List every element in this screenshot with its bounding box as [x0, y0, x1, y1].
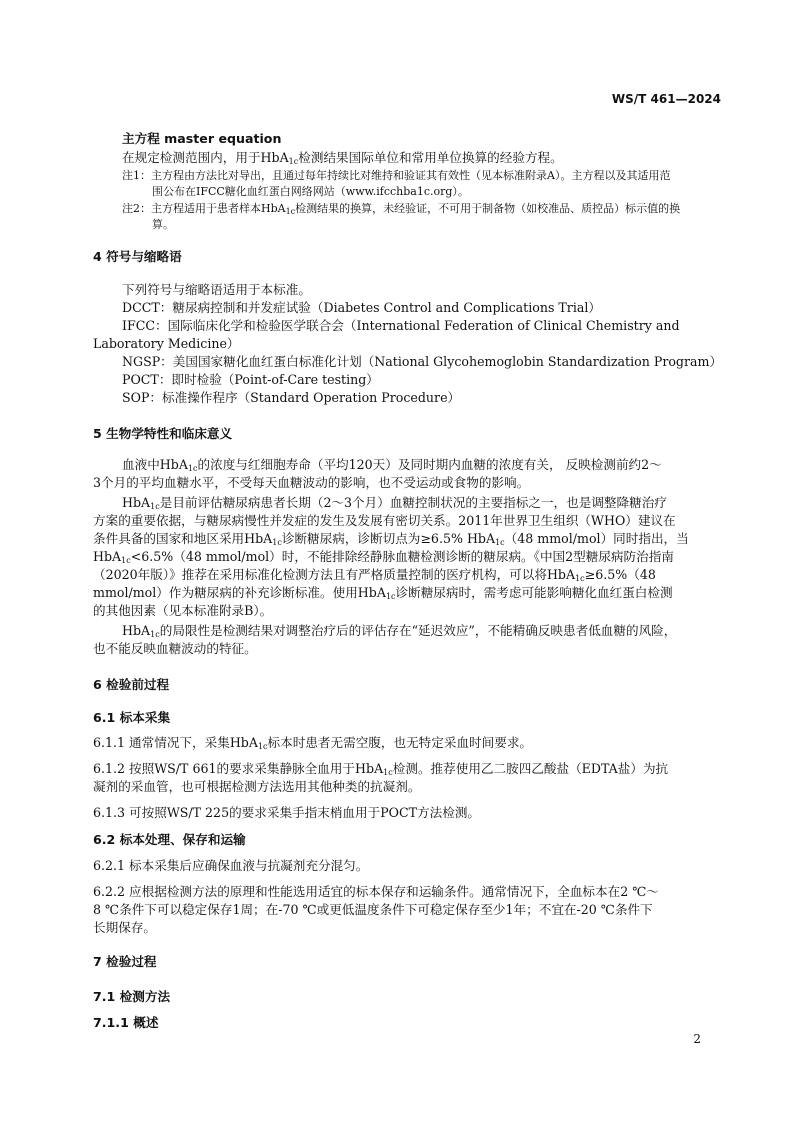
s5-paragraph-2-line-2: 方案的重要依据，与糖尿病慢性并发症的发生及发展有密切关系。2011年世界卫生组织（WHO）建议在: [93, 513, 676, 528]
s5-paragraph-1-line-2: 3个月的平均血糖水平，不受每天血糖波动的影响，也不受运动或食物的影响。: [93, 475, 530, 490]
term-note-2-line-1: 注2：主方程适用于患者样本HbA$_{1c}$检测结果的换算，未经验证，不可用于制备物（如校准品、质控品）标示值的换: [122, 202, 681, 216]
section-6-heading: 6 检验前过程: [93, 677, 170, 692]
clause-6-2-2-line-2: 8 ℃条件下可以稳定保存1周；在-70 ℃或更低温度条件下可稳定保存至少1年；不宜在-20 ℃条件下: [93, 902, 653, 917]
s5-paragraph-1-line-1: 血液中HbA$_{1c}$的浓度与红细胞寿命（平均120天）及同时期内血糖的浓度有关， 反映检测前约2～: [122, 457, 662, 473]
section-6-1-heading: 6.1 标本采集: [93, 710, 171, 725]
clause-6-1-3: 6.1.3 可按照WS/T 225的要求采集手指末梢血用于POCT方法检测。: [93, 805, 481, 820]
s5-paragraph-2-line-1: HbA$_{1c}$是目前评估糖尿病患者长期（2～3个月）血糖控制状况的主要指标之一，也是调整降糖治疗: [122, 495, 667, 511]
abbr-poct: POCT：即时检验（Point-of-Care testing）: [122, 372, 379, 387]
section-4-intro: 下列符号与缩略语适用于本标准。: [122, 282, 311, 297]
section-5-heading: 5 生物学特性和临床意义: [93, 426, 233, 441]
clause-6-2-2-line-3: 长期保存。: [93, 920, 156, 935]
s5-paragraph-2-line-5: （2020年版）》推荐在采用标准化检测方法且有严格质量控制的医疗机构，可以将HbA$_{1c}$≥6.5%（48: [93, 567, 656, 583]
term-title: 主方程 master equation: [122, 131, 282, 146]
s5-paragraph-3-line-1: HbA$_{1c}$的局限性是检测结果对调整治疗后的评估存在“延迟效应”，不能精确反映患者低血糖的风险，: [122, 623, 677, 639]
clause-6-2-1: 6.2.1 标本采集后应确保血液与抗凝剂充分混匀。: [93, 858, 369, 873]
section-7-heading: 7 检验过程: [93, 954, 157, 969]
page-number: 2: [693, 1032, 701, 1046]
document-code: WS/T 461—2024: [611, 92, 721, 106]
abbr-ngsp: NGSP：美国国家糖化血红蛋白标准化计划（National Glycohemoglobin Standardization Program）: [122, 354, 723, 369]
clause-6-2-2-line-1: 6.2.2 应根据检测方法的原理和性能选用适宜的标本保存和运输条件。通常情况下，全血标本在2 ℃～: [93, 884, 659, 899]
term-note-2-line-2: 算。: [152, 218, 174, 231]
s5-paragraph-3-line-2: 也不能反映血糖波动的特征。: [93, 641, 257, 656]
s5-paragraph-2-line-4: HbA$_{1c}$<6.5%（48 mmol/mol）时，不能排除经静脉血糖检测诊断的糖尿病。《中国2型糖尿病防治指南: [93, 549, 674, 565]
section-7-1-heading: 7.1 检测方法: [93, 989, 171, 1004]
term-note-1-line-1: 注1：主方程由方法比对导出，且通过每年持续比对维持和验证其有效性（见本标准附录A）。主方程以及其适用范: [122, 169, 671, 182]
term-note-1-line-2: 围公布在IFCC糖化血红蛋白网络网站（www.ifcchba1c.org）。: [152, 185, 469, 198]
s5-paragraph-2-line-3: 条件具备的国家和地区采用HbA$_{1c}$诊断糖尿病，诊断切点为≥6.5% HbA$_{1c}$（48 mmol/mol）同时指出，当: [93, 531, 689, 547]
clause-6-1-1: 6.1.1 通常情况下，采集HbA$_{1c}$标本时患者无需空腹，也无特定采血时间要求。: [93, 735, 532, 751]
term-definition: 在规定检测范围内，用于HbA$_{1c}$检测结果国际单位和常用单位换算的经验方程。: [122, 150, 563, 166]
abbr-ifcc-line-2: Laboratory Medicine）: [93, 336, 240, 351]
abbr-ifcc-line-1: IFCC：国际临床化学和检验医学联合会（International Federation of Clinical Chemistry and: [122, 318, 680, 333]
clause-6-1-2-line-2: 凝剂的采血管，也可根据检测方法选用其他种类的抗凝剂。: [93, 779, 421, 794]
s5-paragraph-2-line-7: 的其他因素（见本标准附录B）。: [93, 603, 273, 618]
abbr-dcct: DCCT：糖尿病控制和并发症试验（Diabetes Control and Complications Trial）: [122, 300, 601, 315]
abbr-sop: SOP：标准操作程序（Standard Operation Procedure）: [122, 390, 461, 405]
section-4-heading: 4 符号与缩略语: [93, 249, 182, 264]
s5-paragraph-2-line-6: mmol/mol）作为糖尿病的补充诊断标准。使用HbA$_{1c}$诊断糖尿病时，需考虑可能影响糖化血红蛋白检测: [93, 585, 673, 601]
section-6-2-heading: 6.2 标本处理、保存和运输: [93, 832, 246, 847]
clause-6-1-2-line-1: 6.1.2 按照WS/T 661的要求采集静脉全血用于HbA$_{1c}$检测。推荐使用乙二胺四乙酸盐（EDTA盐）为抗: [93, 761, 669, 777]
section-7-1-1-heading: 7.1.1 概述: [93, 1015, 159, 1030]
